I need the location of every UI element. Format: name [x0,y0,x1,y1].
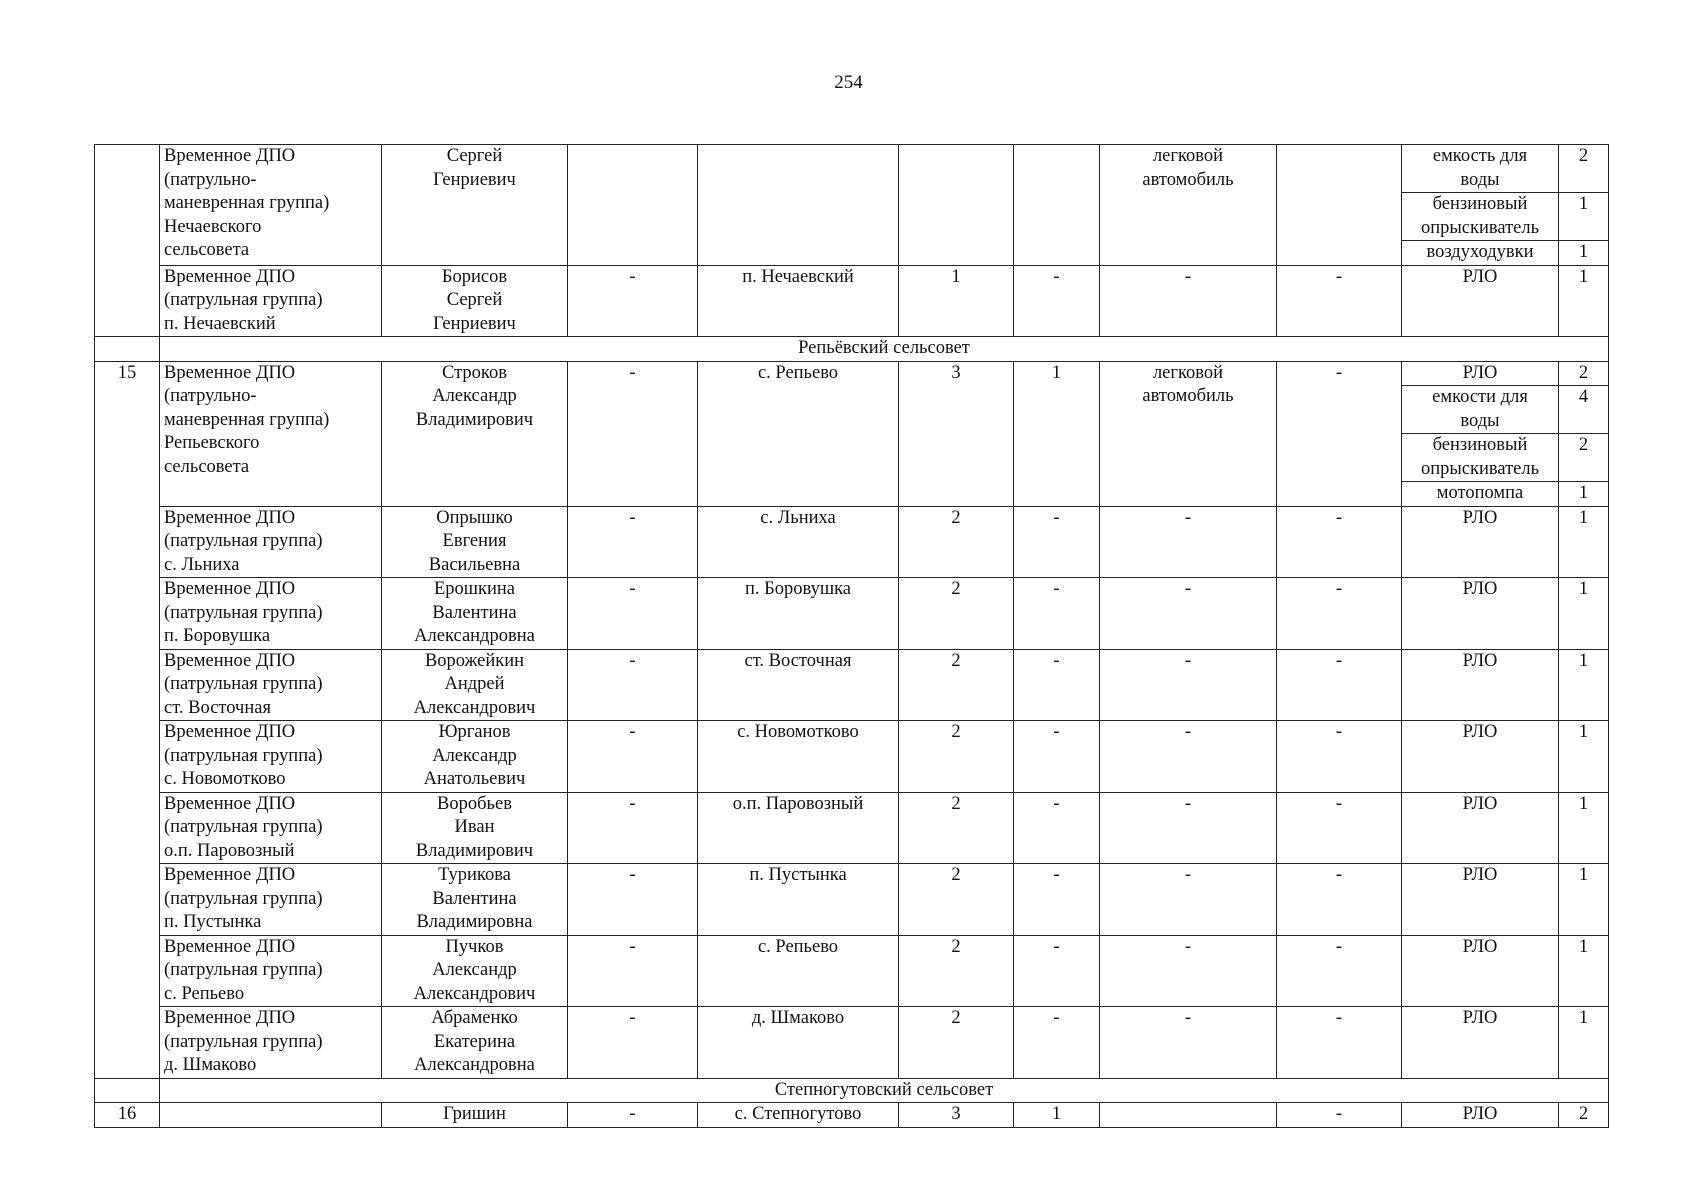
staff-count-cell: 2 [899,721,1014,793]
equipment-count-cell: 1 [1559,649,1609,721]
table-row [95,649,1609,721]
vehicle-count-cell: - [1014,864,1100,936]
vehicle-type-cell: - [1100,792,1277,864]
section-row [95,337,1609,362]
vehicle-type-cell: - [1100,864,1277,936]
equipment-count-cell: 1 [1559,578,1609,650]
equipment-name-cell: РЛО [1402,649,1559,721]
head-name-cell: Ерошкина Валентина Александровна [382,578,568,650]
head-name-cell: Гришин [382,1103,568,1128]
column-3-cell: - [568,361,698,506]
vehicle-count-cell [1014,145,1100,266]
fire-brigade-table [94,144,1609,1128]
column-8-cell: - [1277,649,1402,721]
unit-name-cell: Временное ДПО (патрульная группа) д. Шмаково [160,1007,382,1079]
vehicle-type-cell: - [1100,1007,1277,1079]
locality-cell [698,145,899,266]
equipment-name-cell: емкость для воды [1402,145,1559,193]
vehicle-count-cell: - [1014,792,1100,864]
equipment-name-cell: мотопомпа [1402,482,1559,507]
equipment-name-cell: воздуходувки [1402,241,1559,266]
vehicle-count-cell: - [1014,506,1100,578]
column-3-cell: - [568,1007,698,1079]
column-3-cell: - [568,721,698,793]
equipment-count-cell: 1 [1559,241,1609,266]
equipment-name-cell: РЛО [1402,792,1559,864]
column-8-cell: - [1277,792,1402,864]
head-name-cell: Юрганов Александр Анатольевич [382,721,568,793]
column-3-cell: - [568,1103,698,1128]
locality-cell: д. Шмаково [698,1007,899,1079]
vehicle-count-cell: 1 [1014,361,1100,506]
column-3-cell: - [568,864,698,936]
equipment-count-cell: 4 [1559,386,1609,434]
vehicle-type-cell: - [1100,506,1277,578]
equipment-count-cell: 1 [1559,265,1609,337]
vehicle-count-cell: - [1014,1007,1100,1079]
equipment-name-cell: емкости для воды [1402,386,1559,434]
head-name-cell: Абраменко Екатерина Александровна [382,1007,568,1079]
equipment-count-cell: 1 [1559,721,1609,793]
equipment-name-cell: РЛО [1402,1007,1559,1079]
staff-count-cell: 2 [899,935,1014,1007]
staff-count-cell: 2 [899,649,1014,721]
equipment-name-cell: РЛО [1402,265,1559,337]
equipment-name-cell: РЛО [1402,361,1559,386]
section-number-cell [95,1078,160,1103]
vehicle-count-cell: 1 [1014,1103,1100,1128]
column-3-cell: - [568,265,698,337]
equipment-count-cell: 1 [1559,1007,1609,1079]
equipment-name-cell: РЛО [1402,864,1559,936]
page-number: 254 [834,72,863,93]
section-title: Репьёвский сельсовет [160,337,1609,362]
table-row [95,792,1609,864]
vehicle-count-cell: - [1014,935,1100,1007]
column-3-cell: - [568,578,698,650]
table-row [95,361,1609,386]
unit-name-cell [160,1103,382,1128]
vehicle-count-cell: - [1014,265,1100,337]
column-8-cell: - [1277,1103,1402,1128]
head-name-cell: Ворожейкин Андрей Александрович [382,649,568,721]
head-name-cell: Турикова Валентина Владимировна [382,864,568,936]
vehicle-type-cell: легковой автомобиль [1100,145,1277,266]
table-row [95,145,1609,193]
equipment-name-cell: бензиновый опрыскиватель [1402,193,1559,241]
row-number-cell: 16 [95,1103,160,1128]
locality-cell: с. Степногутово [698,1103,899,1128]
table-row [95,506,1609,578]
locality-cell: п. Пустынка [698,864,899,936]
head-name-cell: Сергей Генриевич [382,145,568,266]
head-name-cell: Борисов Сергей Генриевич [382,265,568,337]
vehicle-count-cell: - [1014,649,1100,721]
staff-count-cell: 2 [899,506,1014,578]
column-3-cell: - [568,792,698,864]
equipment-name-cell: бензиновый опрыскиватель [1402,434,1559,482]
staff-count-cell: 3 [899,361,1014,506]
table-row [95,935,1609,1007]
table-row [95,721,1609,793]
equipment-name-cell: РЛО [1402,1103,1559,1128]
section-row [95,1078,1609,1103]
unit-name-cell: Временное ДПО (патрульная группа) п. Боровушка [160,578,382,650]
column-8-cell [1277,145,1402,266]
staff-count-cell [899,145,1014,266]
staff-count-cell: 2 [899,792,1014,864]
table-row [95,1103,1609,1128]
locality-cell: о.п. Паровозный [698,792,899,864]
equipment-count-cell: 1 [1559,864,1609,936]
unit-name-cell: Временное ДПО (патрульная группа) о.п. Паровозный [160,792,382,864]
staff-count-cell: 3 [899,1103,1014,1128]
row-number-cell: 15 [95,361,160,1078]
vehicle-type-cell: - [1100,578,1277,650]
column-8-cell: - [1277,864,1402,936]
unit-name-cell: Временное ДПО (патрульно- маневренная группа) Нечаевского сельсовета [160,145,382,266]
equipment-count-cell: 2 [1559,1103,1609,1128]
row-number-cell [95,145,160,337]
vehicle-type-cell: - [1100,935,1277,1007]
staff-count-cell: 2 [899,864,1014,936]
equipment-count-cell: 2 [1559,361,1609,386]
table-row [95,1007,1609,1079]
section-number-cell [95,337,160,362]
unit-name-cell: Временное ДПО (патрульная группа) с. Новомотково [160,721,382,793]
vehicle-count-cell: - [1014,721,1100,793]
column-8-cell: - [1277,361,1402,506]
column-3-cell: - [568,649,698,721]
vehicle-type-cell: - [1100,721,1277,793]
unit-name-cell: Временное ДПО (патрульная группа) с. Льниха [160,506,382,578]
staff-count-cell: 2 [899,578,1014,650]
vehicle-type-cell: - [1100,265,1277,337]
unit-name-cell: Временное ДПО (патрульная группа) с. Репьево [160,935,382,1007]
column-8-cell: - [1277,721,1402,793]
vehicle-count-cell: - [1014,578,1100,650]
equipment-count-cell: 1 [1559,935,1609,1007]
locality-cell: с. Репьево [698,935,899,1007]
equipment-count-cell: 2 [1559,145,1609,193]
column-8-cell: - [1277,265,1402,337]
head-name-cell: Строков Александр Владимирович [382,361,568,506]
vehicle-type-cell: - [1100,649,1277,721]
equipment-count-cell: 1 [1559,506,1609,578]
column-3-cell: - [568,506,698,578]
locality-cell: с. Репьево [698,361,899,506]
equipment-name-cell: РЛО [1402,578,1559,650]
table-row [95,578,1609,650]
unit-name-cell: Временное ДПО (патрульная группа) п. Нечаевский [160,265,382,337]
table-row [95,864,1609,936]
vehicle-type-cell [1100,1103,1277,1128]
head-name-cell: Опрышко Евгения Васильевна [382,506,568,578]
equipment-count-cell: 1 [1559,482,1609,507]
head-name-cell: Пучков Александр Александрович [382,935,568,1007]
equipment-count-cell: 1 [1559,193,1609,241]
equipment-count-cell: 1 [1559,792,1609,864]
staff-count-cell: 2 [899,1007,1014,1079]
equipment-name-cell: РЛО [1402,721,1559,793]
equipment-name-cell: РЛО [1402,506,1559,578]
column-8-cell: - [1277,935,1402,1007]
locality-cell: с. Льниха [698,506,899,578]
locality-cell: п. Боровушка [698,578,899,650]
equipment-name-cell: РЛО [1402,935,1559,1007]
column-8-cell: - [1277,578,1402,650]
column-8-cell: - [1277,1007,1402,1079]
equipment-count-cell: 2 [1559,434,1609,482]
column-3-cell [568,145,698,266]
table-row [95,265,1609,337]
head-name-cell: Воробьев Иван Владимирович [382,792,568,864]
unit-name-cell: Временное ДПО (патрульная группа) п. Пустынка [160,864,382,936]
unit-name-cell: Временное ДПО (патрульная группа) ст. Восточная [160,649,382,721]
staff-count-cell: 1 [899,265,1014,337]
locality-cell: с. Новомотково [698,721,899,793]
locality-cell: п. Нечаевский [698,265,899,337]
vehicle-type-cell: легковой автомобиль [1100,361,1277,506]
locality-cell: ст. Восточная [698,649,899,721]
unit-name-cell: Временное ДПО (патрульно- маневренная группа) Репьевского сельсовета [160,361,382,506]
column-3-cell: - [568,935,698,1007]
column-8-cell: - [1277,506,1402,578]
section-title: Степногутовский сельсовет [160,1078,1609,1103]
